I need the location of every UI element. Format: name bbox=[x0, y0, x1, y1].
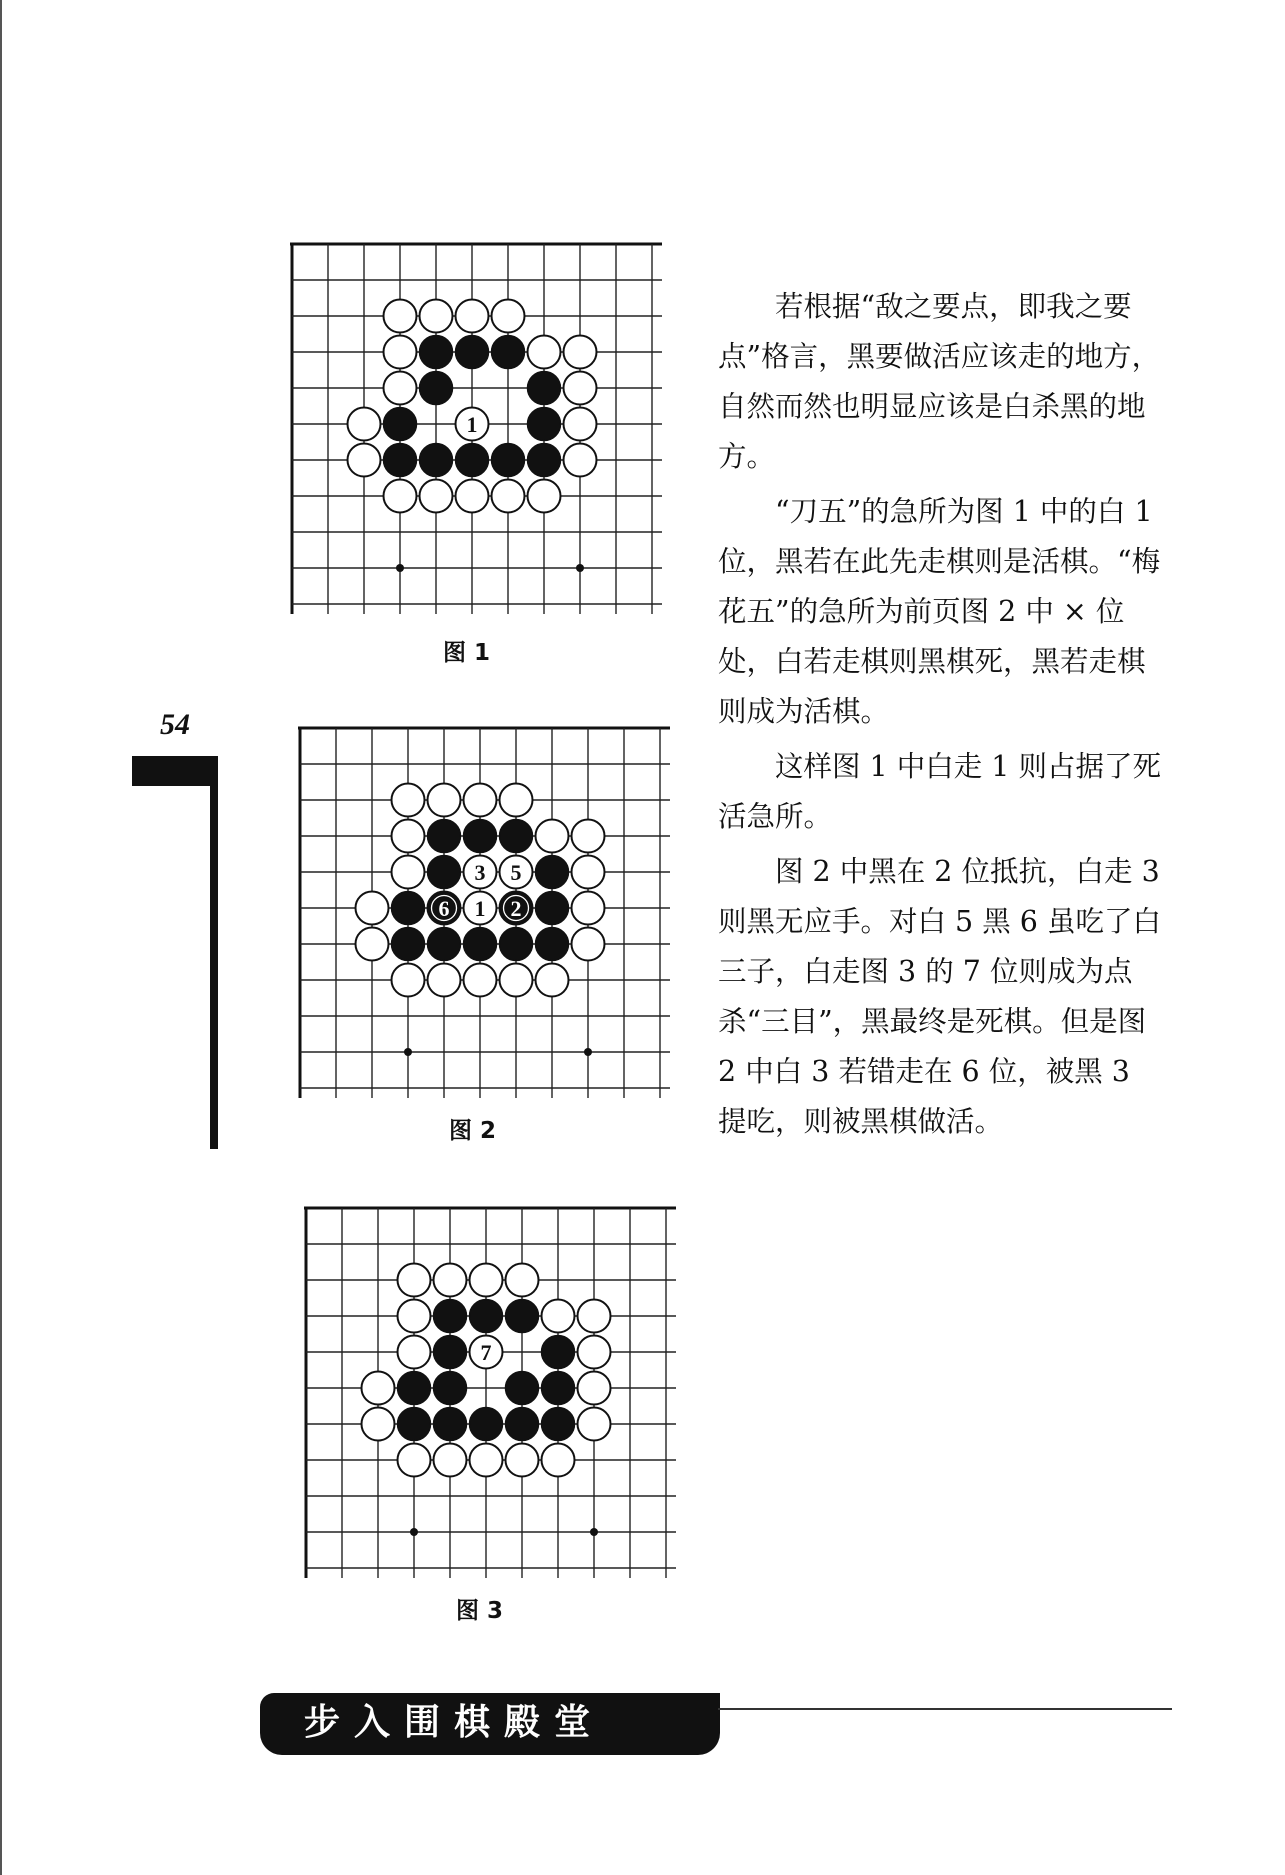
body-text bbox=[718, 282, 1164, 1152]
black-stone bbox=[542, 1336, 575, 1369]
white-stone bbox=[506, 1444, 539, 1477]
white-stone bbox=[578, 1408, 611, 1441]
black-stone bbox=[434, 1372, 467, 1405]
white-stone bbox=[492, 300, 525, 333]
black-stone bbox=[434, 1336, 467, 1369]
black-stone bbox=[428, 856, 461, 889]
white-stone bbox=[392, 820, 425, 853]
black-stone bbox=[428, 928, 461, 961]
white-stone bbox=[428, 964, 461, 997]
white-stone bbox=[362, 1408, 395, 1441]
move-number-label: 1 bbox=[466, 412, 478, 437]
black-stone bbox=[506, 1300, 539, 1333]
paragraph-2: “刀五”的急所为图 1 中的白 1 位，黑若在此先走棋则是活棋。“梅花五”的急所为前页图 2 中 × 位处，白若走棋则黑棋死，黑若走棋则成为活棋。 bbox=[718, 495, 1161, 728]
white-stone bbox=[564, 336, 597, 369]
black-stone bbox=[528, 408, 561, 441]
black-stone bbox=[420, 336, 453, 369]
paragraph-3: 这样图 1 中白走 1 则占据了死活急所。 bbox=[718, 750, 1162, 833]
black-stone bbox=[506, 1408, 539, 1441]
white-stone bbox=[356, 928, 389, 961]
black-stone bbox=[492, 444, 525, 477]
star-point bbox=[590, 1528, 598, 1536]
black-stone bbox=[398, 1408, 431, 1441]
black-stone bbox=[392, 892, 425, 925]
white-stone bbox=[564, 372, 597, 405]
white-stone bbox=[356, 892, 389, 925]
black-stone bbox=[536, 892, 569, 925]
black-stone bbox=[470, 1300, 503, 1333]
black-stone bbox=[536, 856, 569, 889]
move-number-label: 5 bbox=[510, 860, 522, 885]
white-stone bbox=[348, 444, 381, 477]
page-number: 54 bbox=[160, 708, 190, 741]
white-stone bbox=[434, 1264, 467, 1297]
move-number-label: 6 bbox=[438, 896, 450, 921]
footer-title: 步入围棋殿堂 bbox=[304, 1702, 605, 1743]
black-stone bbox=[528, 444, 561, 477]
white-stone bbox=[398, 1336, 431, 1369]
black-stone bbox=[536, 928, 569, 961]
black-stone bbox=[492, 336, 525, 369]
white-stone bbox=[470, 1264, 503, 1297]
white-stone bbox=[362, 1372, 395, 1405]
star-point bbox=[576, 564, 584, 572]
white-stone bbox=[572, 892, 605, 925]
figure-1-caption: 图 1 bbox=[443, 640, 491, 666]
black-stone bbox=[434, 1300, 467, 1333]
white-stone bbox=[506, 1264, 539, 1297]
white-stone bbox=[528, 336, 561, 369]
white-stone bbox=[384, 372, 417, 405]
figure-2-caption: 图 2 bbox=[449, 1118, 497, 1144]
white-stone bbox=[500, 784, 533, 817]
white-stone bbox=[384, 300, 417, 333]
black-stone bbox=[528, 372, 561, 405]
star-point bbox=[410, 1528, 418, 1536]
white-stone bbox=[392, 856, 425, 889]
go-board-figure-1 bbox=[284, 232, 664, 622]
go-board-figure-2 bbox=[292, 716, 672, 1106]
white-stone bbox=[392, 784, 425, 817]
black-stone bbox=[456, 444, 489, 477]
white-stone bbox=[456, 300, 489, 333]
black-stone bbox=[464, 820, 497, 853]
move-number-label: 2 bbox=[510, 896, 522, 921]
white-stone bbox=[434, 1444, 467, 1477]
white-stone bbox=[578, 1336, 611, 1369]
star-point bbox=[396, 564, 404, 572]
white-stone bbox=[398, 1264, 431, 1297]
paragraph-4: 图 2 中黑在 2 位抵抗，白走 3 则黑无应手。对白 5 黑 6 虽吃了白三子，白走图 3 的 7 位则成为点杀“三目”，黑最终是死棋。但是图 2 中白 3 若错走在 6 位，被黑 3 提吃，则被黑棋做活。 bbox=[718, 855, 1162, 1138]
black-stone bbox=[456, 336, 489, 369]
black-stone bbox=[542, 1372, 575, 1405]
white-stone bbox=[572, 856, 605, 889]
black-stone bbox=[392, 928, 425, 961]
white-stone bbox=[398, 1300, 431, 1333]
white-stone bbox=[578, 1372, 611, 1405]
black-stone bbox=[428, 820, 461, 853]
white-stone bbox=[500, 964, 533, 997]
white-stone bbox=[392, 964, 425, 997]
white-stone bbox=[420, 300, 453, 333]
side-rule bbox=[210, 756, 218, 1149]
black-stone bbox=[384, 408, 417, 441]
white-stone bbox=[578, 1300, 611, 1333]
black-stone bbox=[500, 820, 533, 853]
white-stone bbox=[564, 408, 597, 441]
move-number-label: 1 bbox=[474, 896, 486, 921]
black-stone bbox=[542, 1408, 575, 1441]
white-stone bbox=[528, 480, 561, 513]
figure-3-caption: 图 3 bbox=[456, 1598, 504, 1624]
black-stone bbox=[470, 1408, 503, 1441]
white-stone bbox=[456, 480, 489, 513]
black-stone bbox=[434, 1408, 467, 1441]
star-point bbox=[584, 1048, 592, 1056]
move-number-label: 3 bbox=[474, 860, 486, 885]
move-number-label: 7 bbox=[480, 1340, 492, 1365]
black-stone bbox=[506, 1372, 539, 1405]
white-stone bbox=[464, 964, 497, 997]
white-stone bbox=[572, 820, 605, 853]
black-stone bbox=[384, 444, 417, 477]
white-stone bbox=[420, 480, 453, 513]
footer-banner bbox=[260, 1693, 720, 1755]
white-stone bbox=[536, 964, 569, 997]
paragraph-1: 若根据“敌之要点，即我之要点”格言，黑要做活应该走的地方，自然而然也明显应该是白杀黑的地方。 bbox=[718, 290, 1161, 473]
white-stone bbox=[536, 820, 569, 853]
white-stone bbox=[542, 1444, 575, 1477]
footer-rule bbox=[718, 1708, 1172, 1710]
white-stone bbox=[470, 1444, 503, 1477]
white-stone bbox=[384, 336, 417, 369]
white-stone bbox=[428, 784, 461, 817]
black-stone bbox=[398, 1372, 431, 1405]
white-stone bbox=[542, 1300, 575, 1333]
white-stone bbox=[464, 784, 497, 817]
white-stone bbox=[348, 408, 381, 441]
white-stone bbox=[492, 480, 525, 513]
black-stone bbox=[420, 444, 453, 477]
black-stone bbox=[420, 372, 453, 405]
white-stone bbox=[384, 480, 417, 513]
white-stone bbox=[564, 444, 597, 477]
go-board-figure-3 bbox=[298, 1196, 678, 1586]
star-point bbox=[404, 1048, 412, 1056]
side-tab-marker bbox=[132, 756, 214, 786]
black-stone bbox=[464, 928, 497, 961]
black-stone bbox=[500, 928, 533, 961]
white-stone bbox=[572, 928, 605, 961]
white-stone bbox=[398, 1444, 431, 1477]
